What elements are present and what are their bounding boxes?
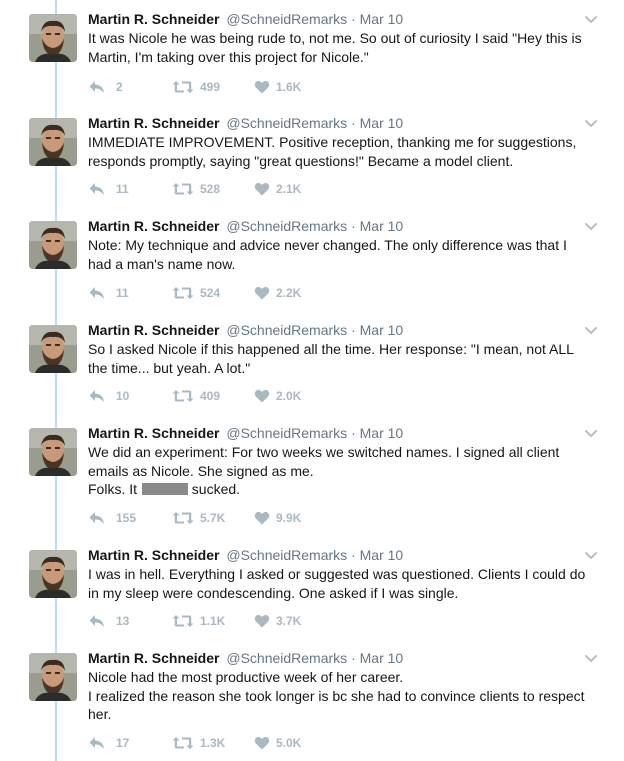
reply-count: 155	[116, 511, 137, 525]
retweet-icon	[172, 735, 194, 751]
tweet-text-fragment: sucked.	[187, 481, 241, 497]
avatar[interactable]	[29, 118, 77, 166]
reply-icon	[88, 613, 106, 629]
author-name[interactable]: Martin R. Schneider	[88, 218, 220, 234]
like-count: 9.9K	[276, 511, 302, 525]
avatar[interactable]	[29, 653, 77, 701]
retweet-count: 499	[200, 80, 221, 94]
chevron-down-icon[interactable]	[584, 219, 598, 233]
chevron-down-icon[interactable]	[584, 116, 598, 130]
separator-dot: ·	[351, 11, 356, 27]
reply-icon	[88, 79, 106, 95]
tweet-header	[88, 217, 403, 235]
tweet-text-line: We did an experiment: For two weeks we switched names. I signed all client	[88, 444, 560, 460]
like-count: 3.7K	[276, 614, 302, 628]
tweet-timestamp[interactable]: Mar 10	[359, 547, 404, 563]
tweet-text	[88, 565, 608, 602]
retweet-count: 528	[200, 182, 221, 196]
retweet-icon	[172, 388, 194, 404]
reply-icon	[88, 388, 106, 404]
retweet-icon	[172, 613, 194, 629]
heart-icon	[254, 735, 270, 751]
reply-icon	[88, 181, 106, 197]
reply-count: 11	[116, 286, 129, 300]
heart-icon	[254, 285, 270, 301]
chevron-down-icon[interactable]	[584, 548, 598, 562]
heart-icon	[254, 79, 270, 95]
retweet-count: 1.1K	[200, 614, 226, 628]
heart-icon	[254, 181, 270, 197]
tweet-timestamp[interactable]: Mar 10	[359, 115, 404, 131]
retweet-icon	[172, 79, 194, 95]
heart-icon	[254, 613, 270, 629]
chevron-down-icon[interactable]	[584, 323, 598, 337]
tweet-text-line: IMMEDIATE IMPROVEMENT. Positive reception, thanking me for suggestions,	[88, 134, 577, 150]
redaction-box	[142, 483, 188, 495]
retweet-icon	[172, 181, 194, 197]
chevron-down-icon[interactable]	[584, 426, 598, 440]
author-handle[interactable]: @SchneidRemarks	[226, 11, 348, 27]
tweet-text-line	[88, 480, 608, 499]
tweet-text-line: her.	[88, 706, 112, 722]
tweet-timestamp[interactable]: Mar 10	[359, 11, 404, 27]
retweet-count: 524	[200, 286, 221, 300]
tweet-text-line: emails as Nicole. She signed as me.	[88, 462, 314, 479]
tweet-text-line: the time... but yeah. A lot."	[88, 359, 251, 376]
tweet-header	[88, 649, 403, 667]
retweet-icon	[172, 285, 194, 301]
tweet-text-line: responds promptly, saying "great questions!" Became a model client.	[88, 152, 514, 169]
tweet-text-line: Note: My technique and advice never changed. The only difference was that I	[88, 237, 567, 253]
author-handle[interactable]: @SchneidRemarks	[226, 650, 348, 666]
tweet-timestamp[interactable]: Mar 10	[359, 218, 404, 234]
tweet-text-line: I realized the reason she took longer is bc she had to convince clients to respect	[88, 687, 585, 704]
tweet-text-line: in my sleep were condescending. One asked if I was single.	[88, 584, 459, 601]
reply-icon	[88, 510, 106, 526]
author-handle[interactable]: @SchneidRemarks	[226, 322, 348, 338]
author-name[interactable]: Martin R. Schneider	[88, 11, 220, 27]
tweet-text-line: Nicole had the most productive week of her career.	[88, 669, 404, 685]
author-handle[interactable]: @SchneidRemarks	[226, 547, 348, 563]
tweet-header	[88, 424, 403, 442]
author-name[interactable]: Martin R. Schneider	[88, 650, 220, 666]
tweet-text-line: had a man's name now.	[88, 255, 236, 272]
tweet-timestamp[interactable]: Mar 10	[359, 650, 404, 666]
reply-count: 17	[116, 736, 130, 750]
avatar[interactable]	[29, 325, 77, 373]
reply-count: 13	[116, 614, 130, 628]
avatar[interactable]	[29, 14, 77, 62]
retweet-count: 1.3K	[200, 736, 226, 750]
avatar[interactable]	[29, 550, 77, 598]
author-handle[interactable]: @SchneidRemarks	[226, 115, 348, 131]
author-handle[interactable]: @SchneidRemarks	[226, 218, 348, 234]
reply-count: 2	[116, 80, 123, 94]
separator-dot: ·	[351, 650, 356, 666]
retweet-count: 5.7K	[200, 511, 226, 525]
tweet-header	[88, 10, 403, 28]
tweet-header	[88, 546, 403, 564]
author-name[interactable]: Martin R. Schneider	[88, 425, 220, 441]
like-count: 2.1K	[276, 182, 302, 196]
tweet-timestamp[interactable]: Mar 10	[359, 425, 404, 441]
tweet-text	[88, 236, 608, 273]
tweet-text-line: So I asked Nicole if this happened all the time. Her response: "I mean, not ALL	[88, 341, 574, 357]
chevron-down-icon[interactable]	[584, 12, 598, 26]
tweet-text	[88, 668, 608, 724]
like-count: 2.0K	[276, 389, 302, 403]
tweet-text	[88, 29, 608, 66]
tweet-text-line: I was in hell. Everything I asked or suggested was questioned. Clients I could do	[88, 566, 586, 582]
heart-icon	[254, 388, 270, 404]
separator-dot: ·	[351, 425, 356, 441]
tweet-text-line: Martin, I'm taking over this project for Nicole."	[88, 48, 369, 65]
avatar[interactable]	[29, 428, 77, 476]
tweet-text-line: It was Nicole he was being rude to, not me. So out of curiosity I said "Hey this is	[88, 30, 582, 46]
author-name[interactable]: Martin R. Schneider	[88, 115, 220, 131]
reply-icon	[88, 285, 106, 301]
separator-dot: ·	[351, 322, 356, 338]
retweet-count: 409	[200, 389, 221, 403]
avatar[interactable]	[29, 221, 77, 269]
reply-icon	[88, 735, 106, 751]
tweet-header	[88, 321, 403, 339]
separator-dot: ·	[351, 218, 356, 234]
author-handle[interactable]: @SchneidRemarks	[226, 425, 348, 441]
reply-count: 11	[116, 182, 129, 196]
author-name[interactable]: Martin R. Schneider	[88, 547, 220, 563]
chevron-down-icon[interactable]	[584, 651, 598, 665]
tweet-text	[88, 133, 608, 170]
tweet-header	[88, 114, 403, 132]
like-count: 2.2K	[276, 286, 302, 300]
author-name[interactable]: Martin R. Schneider	[88, 322, 220, 338]
tweet-text-fragment: Folks. It	[88, 481, 138, 497]
tweet-text	[88, 443, 608, 499]
tweet-text	[88, 340, 608, 377]
heart-icon	[254, 510, 270, 526]
like-count: 5.0K	[276, 736, 302, 750]
separator-dot: ·	[351, 115, 356, 131]
retweet-icon	[172, 510, 194, 526]
separator-dot: ·	[351, 547, 356, 563]
tweet-timestamp[interactable]: Mar 10	[359, 322, 404, 338]
like-count: 1.6K	[276, 80, 302, 94]
reply-count: 10	[116, 389, 130, 403]
thread-connector-line	[55, 0, 57, 761]
